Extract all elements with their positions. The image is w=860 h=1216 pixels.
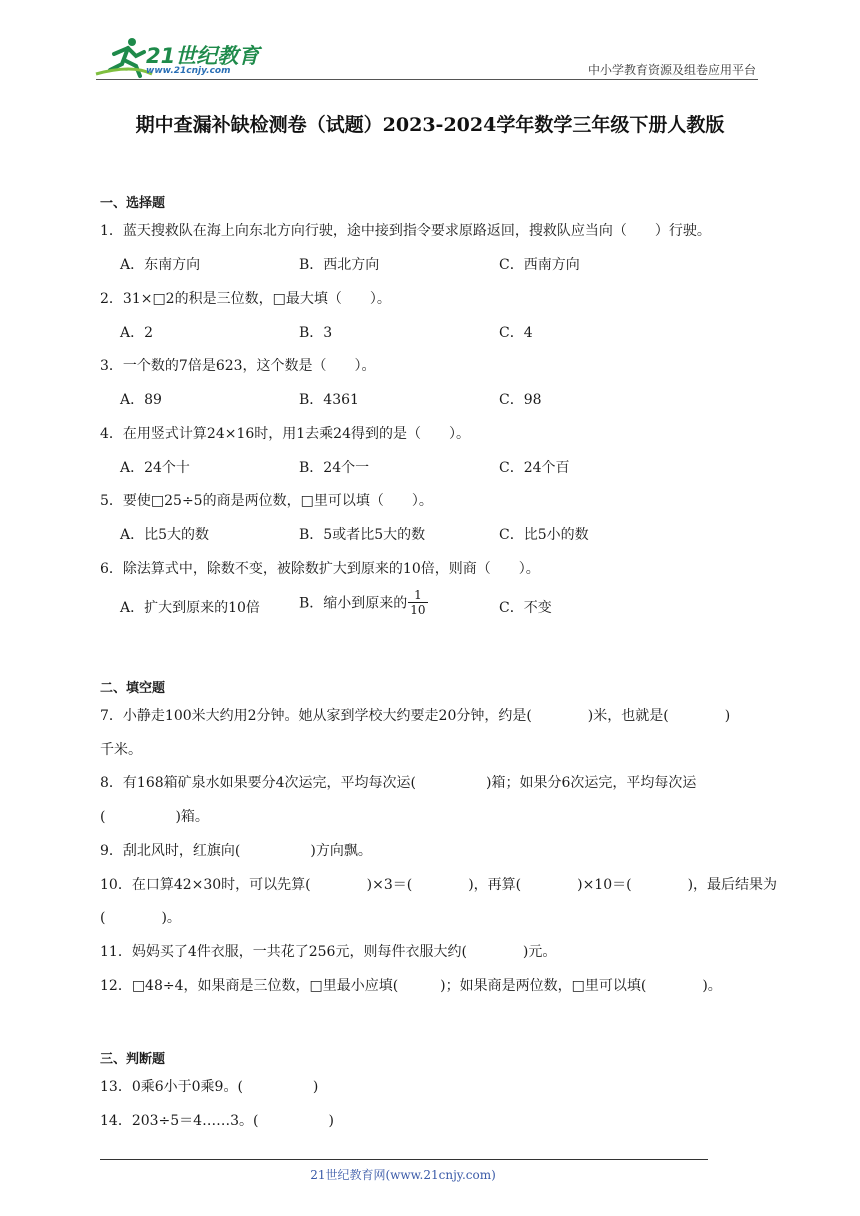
question-7: 7．小静走100米大约用2分钟。她从家到学校大约要走20分钟，约是( )米，也就是( ) <box>100 708 731 724</box>
q5-option-c: C．比5小的数 <box>499 527 589 543</box>
fraction-numerator: 1 <box>408 588 427 603</box>
q5-option-b: B．5或者比5大的数 <box>299 527 426 543</box>
question-3: 3．一个数的7倍是623，这个数是（ ）。 <box>100 358 376 374</box>
q4-option-b: B．24个一 <box>299 460 370 476</box>
header-platform-text: 中小学教育资源及组卷应用平台 <box>587 63 756 77</box>
header-divider <box>96 79 758 80</box>
q1-option-a: A．东南方向 <box>120 257 201 273</box>
question-2: 2．31×□2的积是三位数，□最大填（ ）。 <box>100 291 391 307</box>
q6-option-a: A．扩大到原来的10倍 <box>120 600 260 616</box>
section-heading-fill: 二、填空题 <box>100 681 166 696</box>
q1-option-c: C．西南方向 <box>499 257 580 273</box>
fraction-one-tenth <box>408 588 427 617</box>
section-heading-judge: 三、判断题 <box>100 1052 166 1067</box>
page-title: 期中查漏补缺检测卷（试题）2023-2024学年数学三年级下册人教版 <box>135 114 725 136</box>
question-14: 14．203÷5＝4……3。( ) <box>100 1113 334 1129</box>
q4-option-a: A．24个十 <box>120 460 190 476</box>
question-9: 9．刮北风时，红旗向( )方向飘。 <box>100 843 372 859</box>
question-7-cont: 千米。 <box>100 742 142 758</box>
q3-option-b: B．4361 <box>299 392 359 408</box>
logo-url: www.21cnjy.com <box>146 66 231 76</box>
q4-option-c: C．24个百 <box>499 460 570 476</box>
q2-option-b: B．3 <box>299 325 333 341</box>
question-12: 12．□48÷4，如果商是三位数，□里最小应填( )；如果商是两位数，□里可以填( )。 <box>100 978 722 994</box>
q3-option-a: A．89 <box>120 392 162 408</box>
fraction-denominator: 10 <box>410 603 426 617</box>
q6-option-b <box>299 588 428 617</box>
question-6: 6．除法算式中，除数不变，被除数扩大到原来的10倍，则商（ ）。 <box>100 561 540 577</box>
question-4: 4．在用竖式计算24×16时，用1去乘24得到的是（ ）。 <box>100 426 470 442</box>
question-11: 11．妈妈买了4件衣服，一共花了256元，则每件衣服大约( )元。 <box>100 944 557 960</box>
question-10: 10．在口算42×30时，可以先算( )×3＝( )，再算( )×10＝( )，最后结果为 <box>100 877 778 893</box>
logo-text: 21世纪教育 <box>146 44 260 68</box>
question-8-cont: ( )箱。 <box>100 809 209 825</box>
question-1: 1．蓝天搜救队在海上向东北方向行驶，途中接到指令要求原路返回，搜救队应当向（ ）行驶。 <box>100 223 711 239</box>
question-5: 5．要使□25÷5的商是两位数，□里可以填（ ）。 <box>100 493 433 509</box>
q6-option-c: C．不变 <box>499 600 552 616</box>
q6-option-b-text: B．缩小到原来的 <box>299 595 408 612</box>
q1-option-b: B．西北方向 <box>299 257 380 273</box>
q2-option-c: C．4 <box>499 325 533 341</box>
q2-option-a: A．2 <box>120 325 154 341</box>
footer-divider <box>100 1159 708 1160</box>
question-13: 13．0乘6小于0乘9。( ) <box>100 1079 319 1095</box>
q5-option-a: A．比5大的数 <box>120 527 210 543</box>
q3-option-c: C．98 <box>499 392 542 408</box>
footer-text: 21世纪教育网(www.21cnjy.com) <box>310 1168 496 1182</box>
question-8: 8．有168箱矿泉水如果要分4次运完，平均每次运( )箱；如果分6次运完，平均每次运 <box>100 775 697 791</box>
question-10-cont: ( )。 <box>100 910 181 926</box>
section-heading-choice: 一、选择题 <box>100 196 166 211</box>
